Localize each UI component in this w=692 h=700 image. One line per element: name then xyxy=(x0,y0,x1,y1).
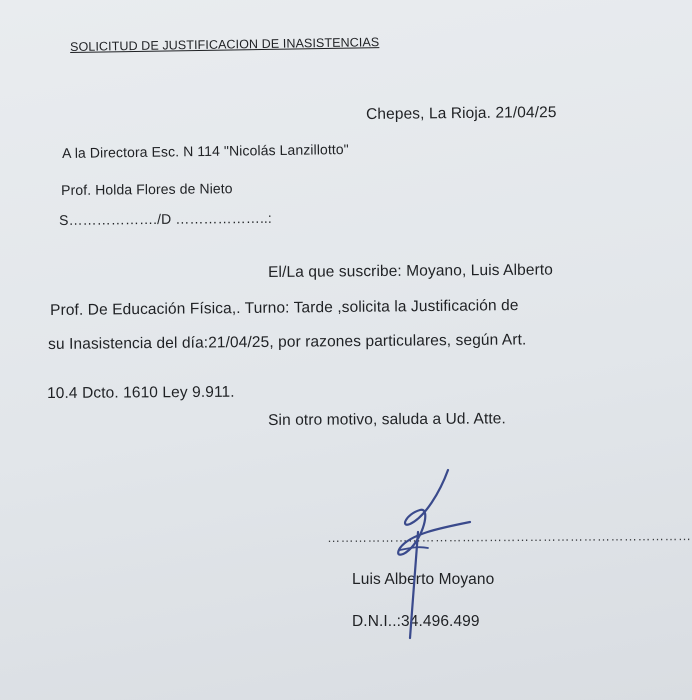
body-line-4: 10.4 Dcto. 1610 Ley 9.911. xyxy=(47,383,235,402)
recipient-line-1: A la Directora Esc. N 114 "Nicolás Lanzillotto" xyxy=(62,140,349,161)
signer-dni: D.N.I..:34.496.499 xyxy=(352,613,480,630)
handwritten-signature xyxy=(370,462,490,642)
body-line-3: su Inasistencia del día:21/04/25, por razones particulares, según Art. xyxy=(48,331,527,353)
salutation-line: S………………./D ………………..: xyxy=(59,209,272,228)
signer-name: Luis Alberto Moyano xyxy=(352,571,495,588)
date-line: Chepes, La Rioja. 21/04/25 xyxy=(366,104,557,123)
body-line-1: El/La que suscribe: Moyano, Luis Alberto xyxy=(268,261,554,281)
body-line-2: Prof. De Educación Física,. Turno: Tarde ,solicita la Justificación de xyxy=(50,297,519,319)
document-title: SOLICITUD DE JUSTIFICACION DE INASISTENCIAS xyxy=(70,35,380,54)
recipient-line-2: Prof. Holda Flores de Nieto xyxy=(61,180,233,198)
signature-dotted-line: ……………………………………………………………………… xyxy=(327,528,692,545)
closing-line: Sin otro motivo, saluda a Ud. Atte. xyxy=(268,410,506,429)
